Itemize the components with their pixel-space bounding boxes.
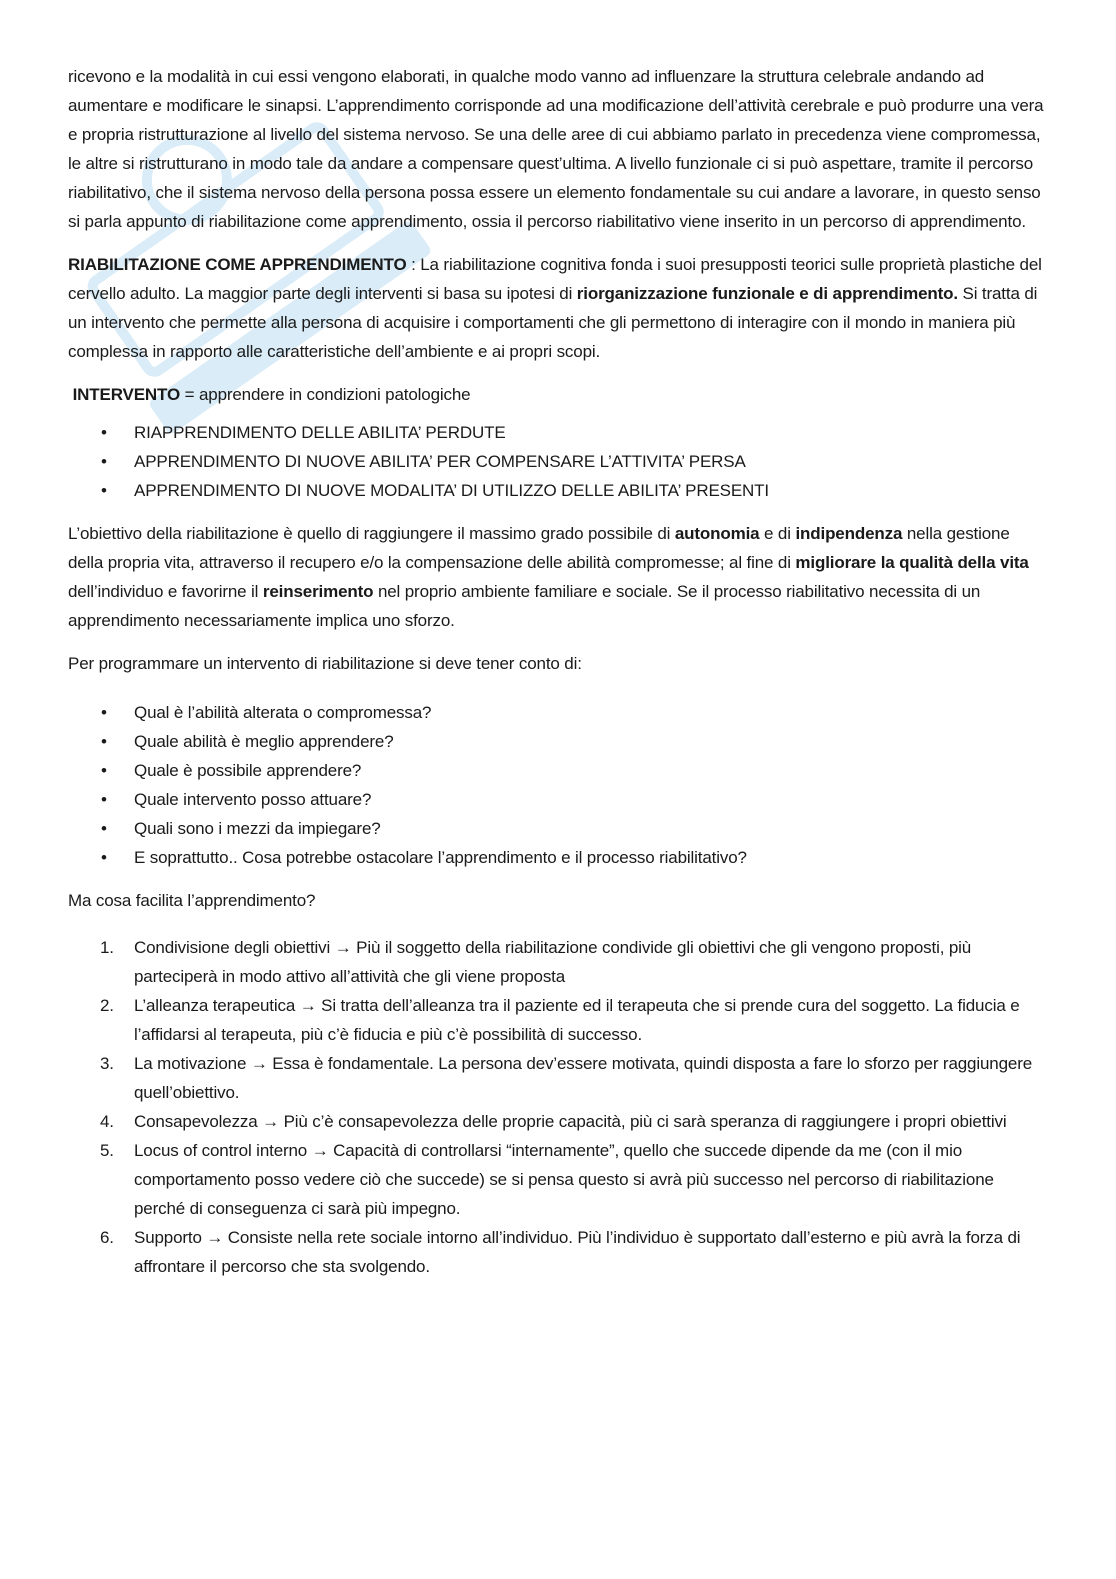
obiettivo-paragraph: L’obiettivo della riabilitazione è quello di raggiungere il massimo grado possibile di autonomia e di indipendenza nella gestione della propria vita, attraverso il recupero e/o la compensazione delle abilità compromesse; al fine di migliorare la qualità della vita dell’individuo e favorirne il reinserimento nel proprio ambiente familiare e sociale. Se il processo riabilitativo necessita di un apprendimento necessariamente implica uno sforzo.	[68, 524, 1029, 630]
list-item: • RIAPPRENDIMENTO DELLE ABILITA’ PERDUTE	[101, 423, 506, 442]
list-item: • Quale è possibile apprendere?	[101, 761, 362, 780]
list-item: • E soprattutto.. Cosa potrebbe ostacolare l’apprendimento e il processo riabilitativo?	[101, 848, 747, 867]
list-item: • Qual è l’abilità alterata o compromessa?	[101, 703, 432, 722]
riabilitazione-heading: RIABILITAZIONE COME APPRENDIMENTO	[68, 255, 407, 274]
document-page	[68, 62, 1046, 1281]
list-item: • Quali sono i mezzi da impiegare?	[101, 819, 381, 838]
list-item: 4. Consapevolezza → Più c’è consapevolezza delle proprie capacità, più ci sarà speranza di raggiungere i propri obiettivi	[100, 1112, 1007, 1131]
intervento-heading: INTERVENTO	[72, 385, 181, 404]
arrow-icon: →	[250, 1054, 268, 1073]
programmare-list	[68, 698, 1046, 872]
list-item: • Quale intervento posso attuare?	[101, 790, 372, 809]
intervento-list	[68, 418, 1046, 505]
list-item: 5. Locus of control interno → Capacità di controllarsi “internamente”, quello che succede dipende da me (con il mio comportamento posso vedere ciò che succede) se si pensa questo si avrà più successo nel percorso di riabilitazione perché di conseguenza ci sarà più impegno.	[100, 1141, 994, 1218]
riabilitazione-paragraph: RIABILITAZIONE COME APPRENDIMENTO : La riabilitazione cognitiva fonda i suoi presupposti teorici sulle proprietà plastiche del cervello adulto. La maggior parte degli interventi si basa su ipotesi di riorganizzazione funzionale e di apprendimento. Si tratta di un intervento che permette alla persona di acquisire i comportamenti che gli permettono di interagire con il mondo in maniera più complessa in rapporto alle caratteristiche dell’ambiente e ai propri scopi.	[68, 255, 1042, 361]
arrow-icon: →	[262, 1112, 280, 1131]
list-item: 6. Supporto → Consiste nella rete sociale intorno all’individuo. Più l’individuo è supportato dall’esterno e più avrà la forza di affrontare il percorso che sta svolgendo.	[100, 1228, 1021, 1276]
arrow-icon: →	[334, 938, 352, 957]
intro-paragraph: ricevono e la modalità in cui essi vengono elaborati, in qualche modo vanno ad influenzare la struttura celebrale andando ad aumentare e modificare le sinapsi. L’apprendimento corrisponde ad una modificazione dell’attività cerebrale e può produrre una vera e propria ristrutturazione al livello del sistema nervoso. Se una delle aree di cui abbiamo parlato in precedenza viene compromessa, le altre si ristrutturano in modo tale da andare a compensare quest’ultima. A livello funzionale ci si può aspettare, tramite il percorso riabilitativo, che il sistema nervoso della persona possa essere un elemento fondamentale su cui andare a lavorare, in questo senso si parla appunto di riabilitazione come apprendimento, ossia il percorso riabilitativo viene inserito in un percorso di apprendimento.	[68, 67, 1044, 231]
arrow-icon: →	[206, 1228, 224, 1247]
facilita-list	[68, 933, 1046, 1281]
list-item: 3. La motivazione → Essa è fondamentale. La persona dev’essere motivata, quindi disposta a fare lo sforzo per raggiungere quell’obiettivo.	[100, 1054, 1033, 1102]
list-item: • APPRENDIMENTO DI NUOVE MODALITA’ DI UTILIZZO DELLE ABILITA’ PRESENTI	[101, 481, 769, 500]
programmare-line: Per programmare un intervento di riabilitazione si deve tener conto di:	[68, 654, 582, 673]
arrow-icon: →	[311, 1141, 329, 1160]
facilita-line: Ma cosa facilita l’apprendimento?	[68, 891, 316, 910]
list-item: • Quale abilità è meglio apprendere?	[101, 732, 394, 751]
list-item: 1. Condivisione degli obiettivi → Più il soggetto della riabilitazione condivide gli obiettivi che gli vengono proposti, più parteciperà in modo attivo all’attività che gli viene proposta	[100, 938, 972, 986]
arrow-icon: →	[299, 996, 317, 1015]
list-item: • APPRENDIMENTO DI NUOVE ABILITA’ PER COMPENSARE L’ATTIVITA’ PERSA	[101, 452, 746, 471]
list-item: 2. L’alleanza terapeutica → Si tratta dell’alleanza tra il paziente ed il terapeuta che si prende cura del soggetto. La fiducia e l’affidarsi al terapeuta, più c’è fiducia e più c’è possibilità di successo.	[100, 996, 1020, 1044]
intervento-line: INTERVENTO = apprendere in condizioni patologiche	[72, 385, 471, 404]
